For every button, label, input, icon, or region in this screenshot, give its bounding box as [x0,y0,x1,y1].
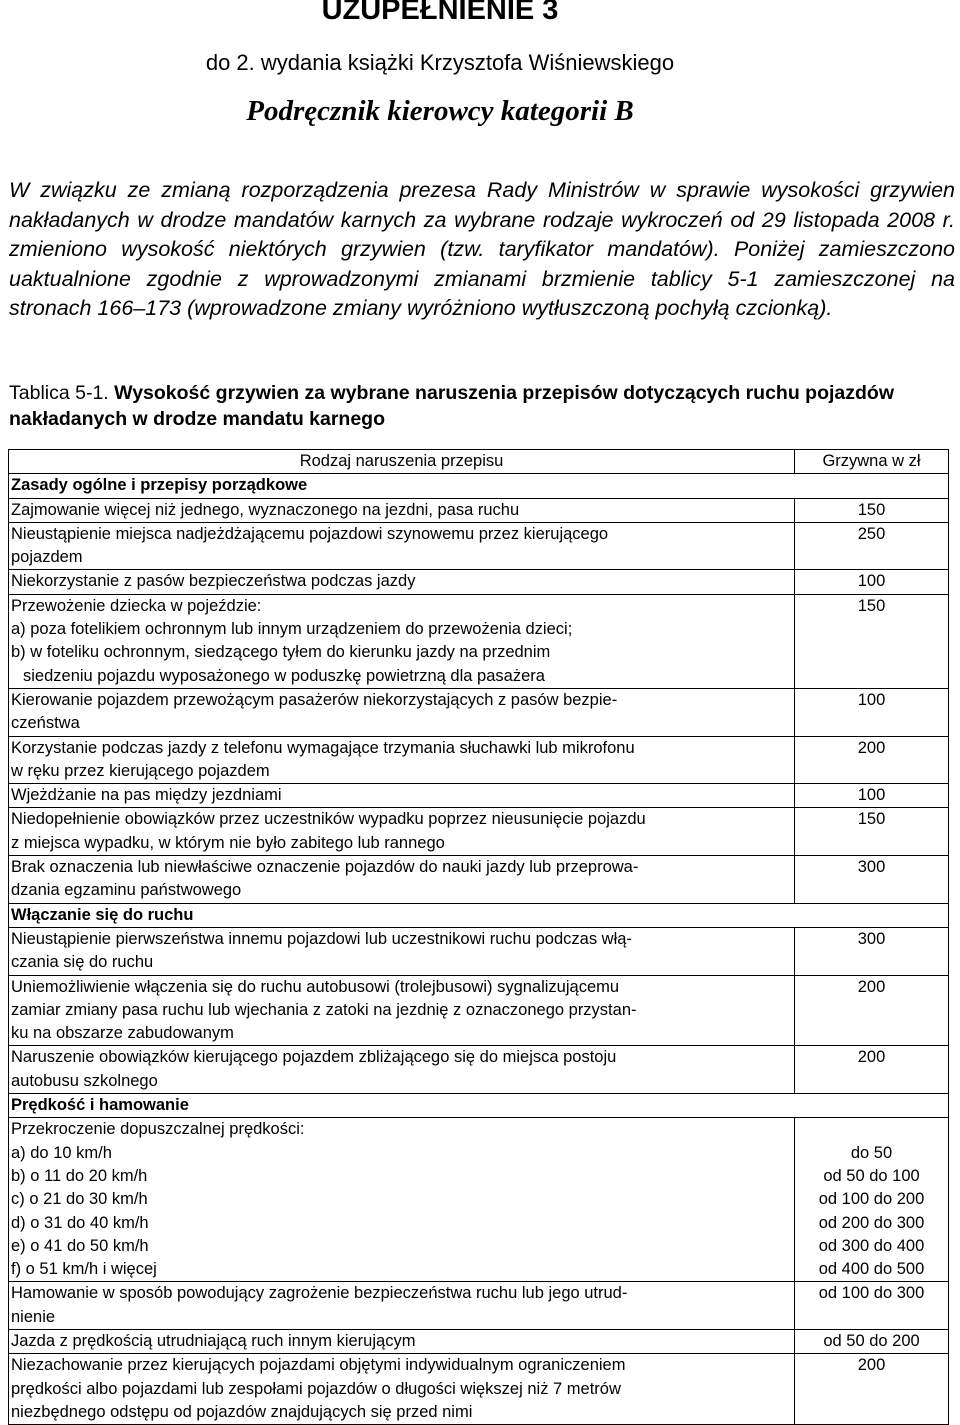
intro-paragraph: W związku ze zmianą rozporządzenia prezesa Rady Ministrów w sprawie wysokości grzywien nakładanych w drodze mandatów karnych za wybrane rodzaje wykroczeń od 29 listopada 2008 r. zmieniono wysokość niektórych grzywien (tzw. taryfikator mandatów). Poniżej zamieszczono uaktualnione zgodnie z wprowadzonymi zmianami brzmienie tablicy 5-1 zamieszczonej na stronach 166–173 (wprowadzone zmiany wyróżniono wytłuszczoną pochyłą czcionką). [9,178,955,320]
offense-line: czeństwa [11,714,80,733]
table-caption [9,380,955,432]
offense-line: d) o 31 do 40 km/h [11,1213,149,1232]
offense-line: Niedopełnienie obowiązków przez uczestników wypadku poprzez nieusunięcie pojazdu [11,810,646,829]
table-row [9,975,949,1046]
offense-cell [9,522,795,570]
section-row [9,903,949,927]
offense-cell [9,736,795,784]
section-row [9,1094,949,1118]
offense-line: z miejsca wypadku, w którym nie było zabitego lub rannego [11,833,445,852]
table-row [9,1046,949,1094]
table-row [9,1282,949,1330]
table-header-row [9,450,949,474]
fine-cell: 100 [795,570,949,594]
offense-cell: Jazda z prędkością utrudniającą ruch innym kierującym [9,1329,795,1353]
section-row [9,474,949,498]
fine-cell: 100 [795,784,949,808]
fine-cell: 200 [795,736,949,784]
table-row [9,1118,949,1282]
document-subtitle: do 2. wydania książki Krzysztofa Wiśniewskiego [205,50,675,75]
table-row [9,522,949,570]
table-row [9,498,949,522]
fine-cell: 100 [795,688,949,736]
offense-line: b) w foteliku ochronnym, siedzącego tyłem do kierunku jazdy na przednim [11,643,551,662]
fine-cell: 150 [795,498,949,522]
offense-cell: Zajmowanie więcej niż jednego, wyznaczonego na jezdni, pasa ruchu [9,498,795,522]
offense-line: nienie [11,1307,56,1326]
offense-cell [9,927,795,975]
header-fine: Grzywna w zł [795,450,949,474]
offense-cell [9,594,795,688]
offense-line: Niezachowanie przez kierujących pojazdami objętymi indywidualnym ograniczeniem [11,1356,626,1375]
offense-line: c) o 21 do 30 km/h [11,1190,148,1209]
fine-line: od 50 do 100 [823,1166,920,1185]
fines-table [8,449,949,1425]
offense-line: Nieustąpienie pierwszeństwa innemu pojazdowi lub uczestnikowi ruchu podczas włą- [11,929,632,948]
table-row [9,594,949,688]
table-row [9,570,949,594]
section-general: Zasady ogólne i przepisy porządkowe [9,474,949,498]
fine-cell: 250 [795,522,949,570]
section-merging: Włączanie się do ruchu [9,903,949,927]
table-row [9,808,949,856]
offense-line: e) o 41 do 50 km/h [11,1236,149,1255]
offense-line: f) o 51 km/h i więcej [11,1260,157,1279]
fine-cell: 200 [795,975,949,1046]
fine-cell: 150 [795,808,949,856]
offense-line: w ręku przez kierującego pojazdem [11,761,270,780]
fine-cell: 300 [795,927,949,975]
header-offense: Rodzaj naruszenia przepisu [9,450,795,474]
book-title: Podręcznik kierowcy kategorii B [246,95,634,127]
offense-line: Hamowanie w sposób powodujący zagrożenie bezpieczeństwa ruchu lub jego utrud- [11,1284,628,1303]
table-row [9,927,949,975]
table-row [9,1329,949,1353]
fine-line: do 50 [850,1143,893,1162]
offense-cell [9,1282,795,1330]
offense-cell [9,808,795,856]
fine-cell: 200 [795,1354,949,1425]
fine-line: od 400 do 500 [818,1260,925,1279]
offense-line: Kierowanie pojazdem przewożącym pasażerów niekorzystających z pasów bezpie- [11,690,618,709]
fine-cell: 150 [795,594,949,688]
offense-line: czania się do ruchu [11,953,154,972]
fine-line: od 200 do 300 [818,1213,925,1232]
fine-line: od 300 do 400 [818,1236,925,1255]
offense-cell [9,1118,795,1282]
table-row [9,784,949,808]
fine-cell: od 100 do 300 [795,1282,949,1330]
offense-line: Nieustąpienie miejsca nadjeżdżającemu pojazdowi szynowemu przez kierującego [11,524,609,543]
offense-cell: Wjeżdżanie na pas między jezdniami [9,784,795,808]
fine-cell: 300 [795,856,949,904]
offense-line: siedzeniu pojazdu wyposażonego w poduszkę powietrzną dla pasażera [23,666,545,685]
fine-cell: od 50 do 200 [795,1329,949,1353]
offense-cell [9,1354,795,1425]
offense-cell [9,975,795,1046]
offense-line: prędkości albo pojazdami lub zespołami pojazdów o długości większej niż 7 metrów [11,1379,621,1398]
offense-line: pojazdem [11,548,83,567]
fine-cell: 200 [795,1046,949,1094]
section-speed: Prędkość i hamowanie [9,1094,949,1118]
offense-cell [9,1046,795,1094]
table-row [9,1354,949,1425]
offense-line: ku na obszarze zabudowanym [11,1024,234,1043]
offense-line: zamiar zmiany pasa ruchu lub wjechania z zatoki na jezdnię z oznaczonego przystan- [11,1000,637,1019]
offense-cell [9,688,795,736]
offense-line: autobusu szkolnego [11,1071,158,1090]
offense-cell: Niekorzystanie z pasów bezpieczeństwa podczas jazdy [9,570,795,594]
document-title: UZUPEŁNIENIE 3 [321,0,559,26]
fine-cell [795,1118,949,1282]
offense-line: dzania egzaminu państwowego [11,881,242,900]
table-row [9,688,949,736]
table-caption-text: Wysokość grzywien za wybrane naruszenia przepisów dotyczących ruchu pojazdów nakładanych w drodze mandatu karnego [9,382,894,430]
offense-line: Uniemożliwienie włączenia się do ruchu autobusowi (trolejbusowi) sygnalizującemu [11,977,620,996]
table-row [9,856,949,904]
offense-line: Brak oznaczenia lub niewłaściwe oznaczenie pojazdów do nauki jazdy lub przeprowa- [11,858,639,877]
offense-line: Przewożenie dziecka w pojeździe: [11,596,262,615]
offense-line: Przekroczenie dopuszczalnej prędkości: [11,1120,305,1139]
offense-line: a) do 10 km/h [11,1143,112,1162]
offense-line: a) poza fotelikiem ochronnym lub innym urządzeniem do przewożenia dzieci; [11,620,573,639]
offense-line: b) o 11 do 20 km/h [11,1166,148,1185]
fine-line: od 100 do 200 [818,1190,925,1209]
offense-line: niezbędnego odstępu od pojazdów znajdujących się przed nimi [11,1402,473,1421]
offense-line: Korzystanie podczas jazdy z telefonu wymagające trzymania słuchawki lub mikrofonu [11,738,635,757]
table-caption-label: Tablica 5-1. [9,382,109,404]
offense-cell [9,856,795,904]
table-row [9,736,949,784]
offense-line: Naruszenie obowiązków kierującego pojazdem zbliżającego się do miejsca postoju [11,1048,617,1067]
